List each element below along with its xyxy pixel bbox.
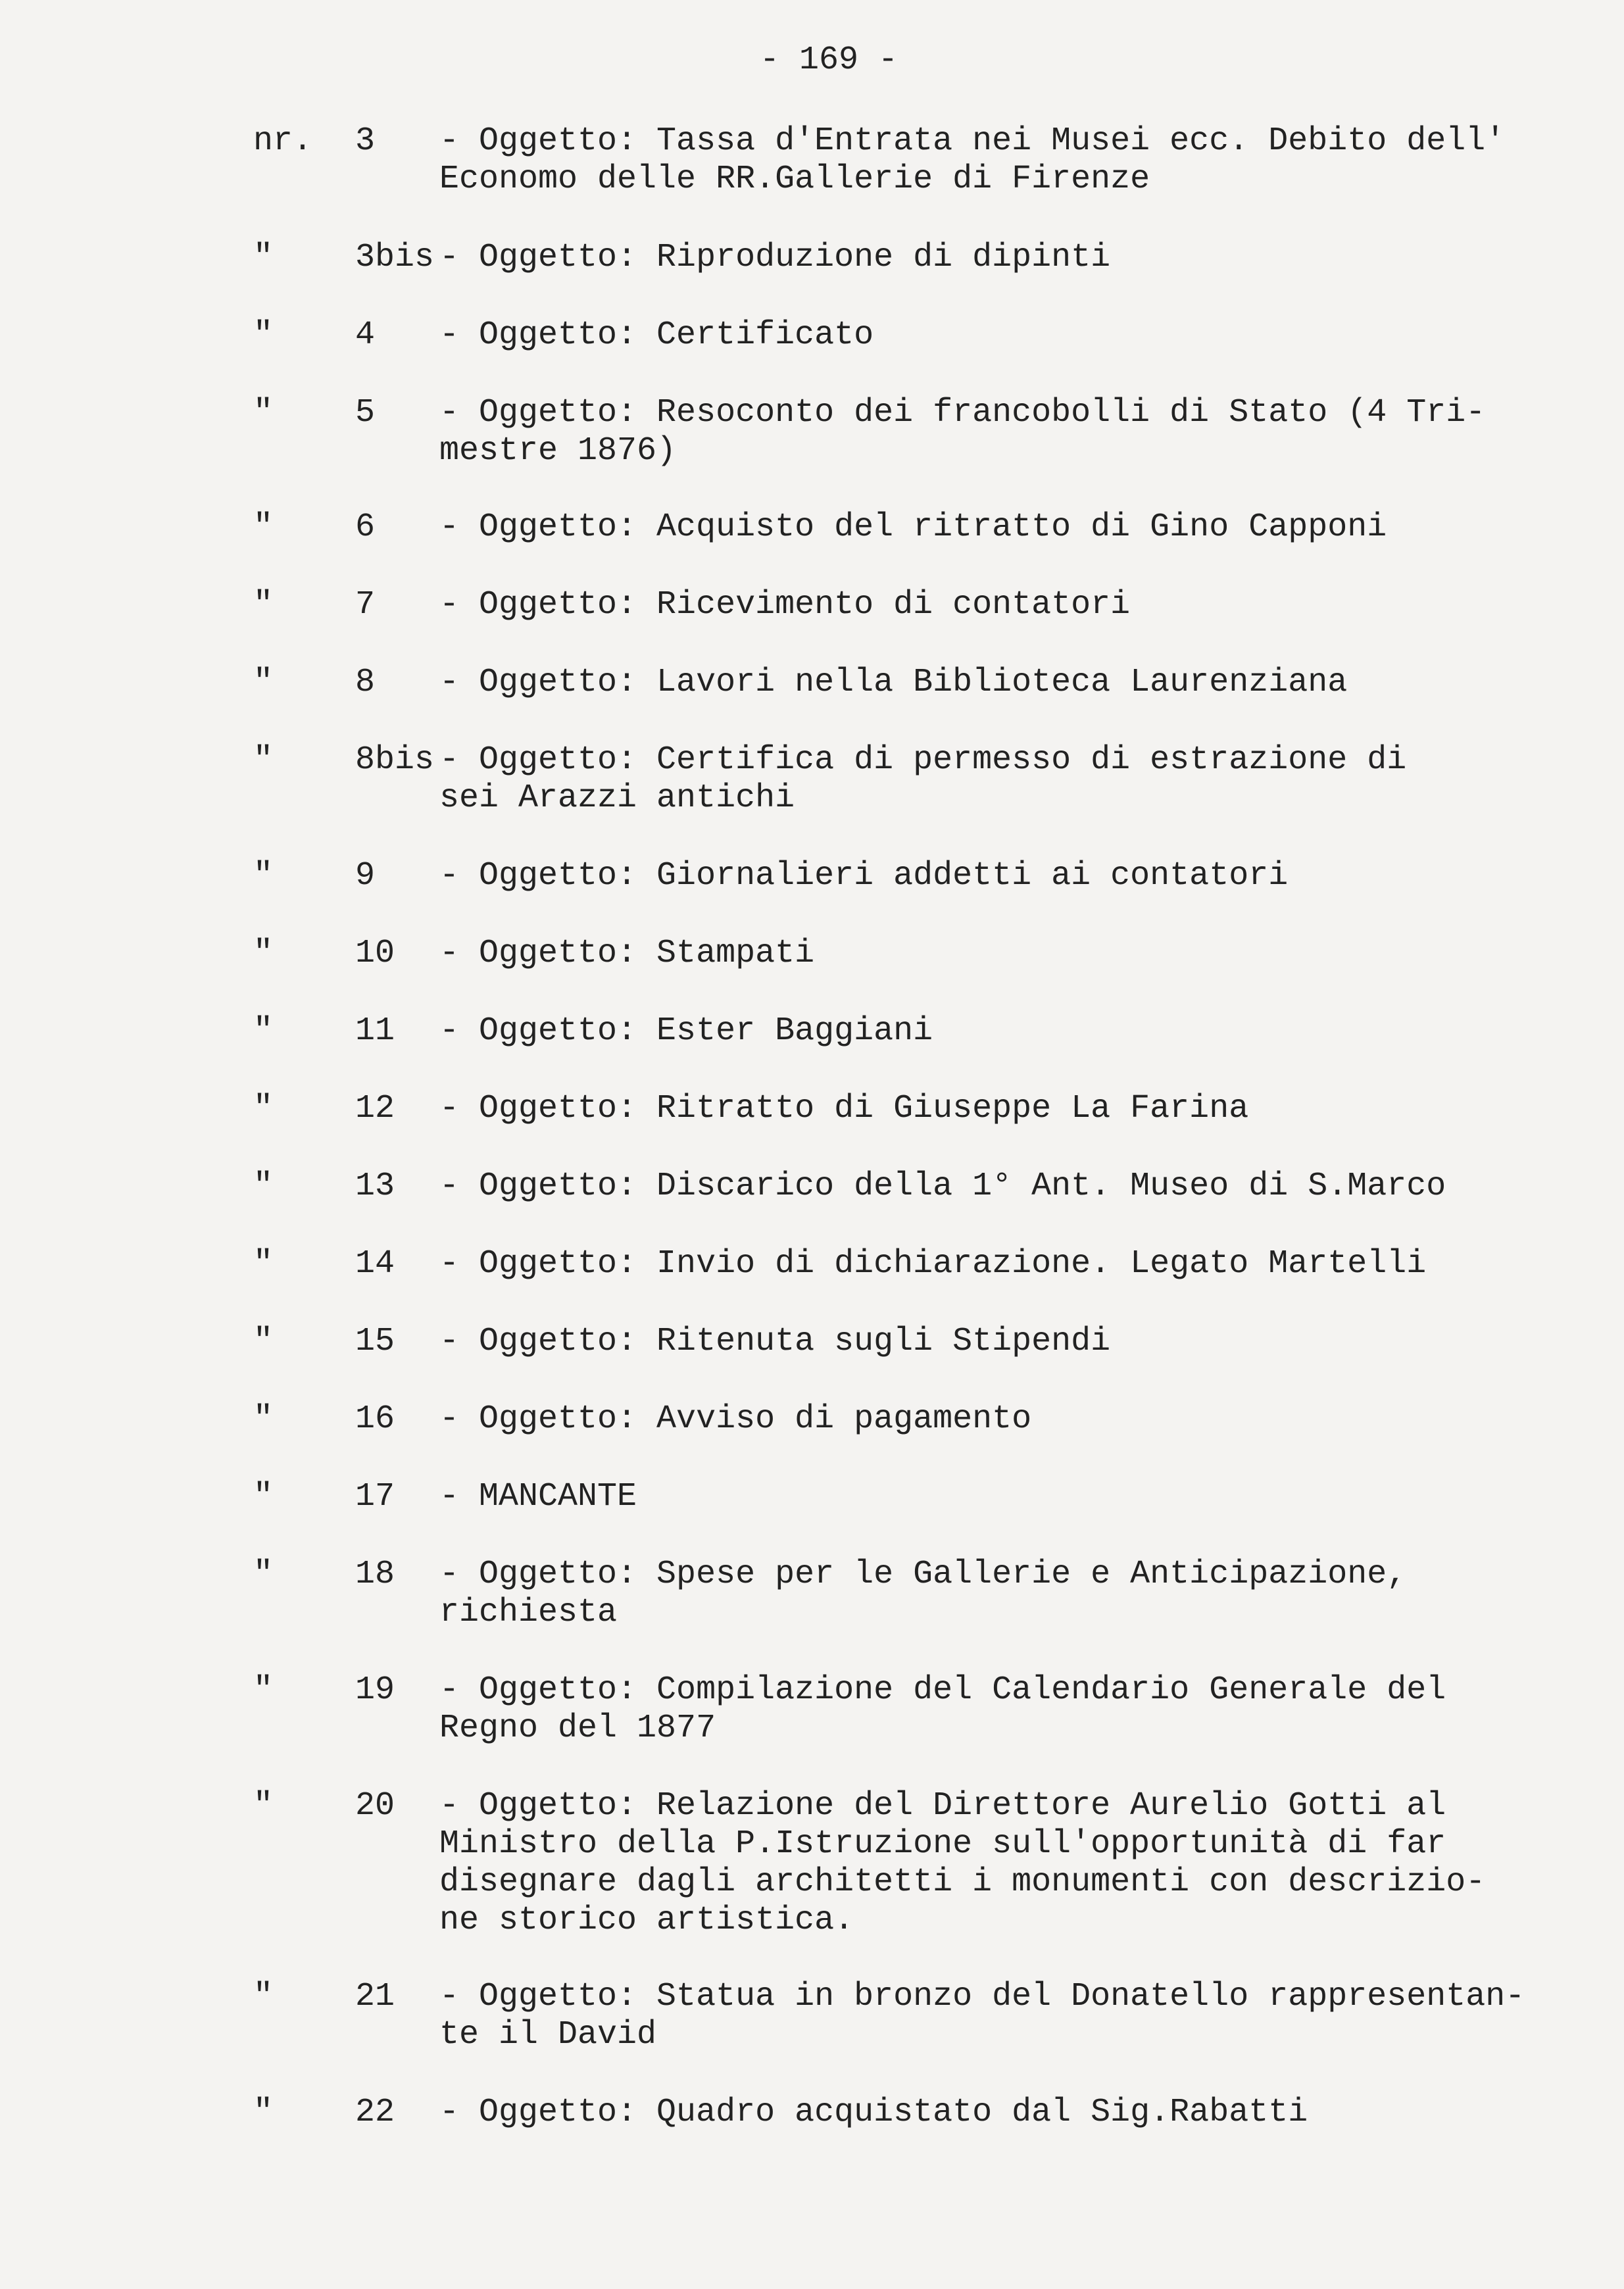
entry-text-line: - Oggetto: Quadro acquistato dal Sig.Rabatti bbox=[439, 2094, 1308, 2131]
entry-text-line: - Oggetto: Compilazione del Calendario Generale del bbox=[439, 1671, 1446, 1709]
entry-text-line: - Oggetto: Stampati bbox=[439, 935, 815, 972]
entry-text-line: - Oggetto: Avviso di pagamento bbox=[439, 1400, 1032, 1438]
entry-number: 14 bbox=[355, 1245, 395, 1283]
entry-prefix: " bbox=[253, 2094, 274, 2131]
entry-prefix: nr. bbox=[253, 122, 313, 160]
entry-prefix: " bbox=[253, 1245, 274, 1283]
entry-prefix: " bbox=[253, 1323, 274, 1360]
entry-number: 15 bbox=[355, 1323, 395, 1360]
entry-text-line: - Oggetto: Lavori nella Biblioteca Laurenziana bbox=[439, 664, 1348, 701]
entry-number: 6 bbox=[355, 508, 376, 546]
entry-number: 13 bbox=[355, 1168, 395, 1205]
entry-text-continuation: mestre 1876) bbox=[439, 432, 677, 470]
entry-text-line: - Oggetto: Certifica di permesso di estrazione di bbox=[439, 741, 1407, 779]
entry-text-line: - Oggetto: Statua in bronzo del Donatello rappresentan- bbox=[439, 1978, 1525, 2015]
entry-text-continuation: te il David bbox=[439, 2016, 657, 2054]
entry-number: 8bis bbox=[355, 741, 435, 779]
entry-text-line: - Oggetto: Riproduzione di dipinti bbox=[439, 239, 1111, 276]
entry-text-line: - Oggetto: Ritratto di Giuseppe La Farina bbox=[439, 1090, 1249, 1127]
entry-text-line: - Oggetto: Giornalieri addetti ai contatori bbox=[439, 857, 1289, 895]
entry-text-continuation: Economo delle RR.Gallerie di Firenze bbox=[439, 160, 1150, 198]
entry-text-line: - Oggetto: Acquisto del ritratto di Gino Capponi bbox=[439, 508, 1387, 546]
entry-text-line: - Oggetto: Invio di dichiarazione. Legato Martelli bbox=[439, 1245, 1427, 1283]
entry-prefix: " bbox=[253, 1012, 274, 1050]
entry-prefix: " bbox=[253, 1787, 274, 1825]
entry-text-line: - Oggetto: Tassa d'Entrata nei Musei ecc. Debito dell' bbox=[439, 122, 1506, 160]
entry-number: 12 bbox=[355, 1090, 395, 1127]
entry-number: 9 bbox=[355, 857, 376, 895]
entry-number: 8 bbox=[355, 664, 376, 701]
entry-number: 18 bbox=[355, 1556, 395, 1593]
entry-prefix: " bbox=[253, 664, 274, 701]
entry-number: 19 bbox=[355, 1671, 395, 1709]
entry-text-line: - Oggetto: Resoconto dei francobolli di Stato (4 Tri- bbox=[439, 394, 1486, 431]
entry-prefix: " bbox=[253, 935, 274, 972]
entry-number: 10 bbox=[355, 935, 395, 972]
entry-text-continuation: Regno del 1877 bbox=[439, 1710, 716, 1747]
entry-prefix: " bbox=[253, 741, 274, 779]
entry-number: 5 bbox=[355, 394, 376, 431]
entry-prefix: " bbox=[253, 1671, 274, 1709]
page-number: - 169 - bbox=[759, 41, 898, 79]
entry-number: 11 bbox=[355, 1012, 395, 1050]
entry-prefix: " bbox=[253, 1478, 274, 1515]
entry-prefix: " bbox=[253, 394, 274, 431]
entry-number: 3 bbox=[355, 122, 376, 160]
entry-number: 20 bbox=[355, 1787, 395, 1825]
entry-text-line: - Oggetto: Certificato bbox=[439, 316, 874, 354]
entry-text-continuation: ne storico artistica. bbox=[439, 1902, 854, 1939]
entry-prefix: " bbox=[253, 586, 274, 624]
entry-prefix: " bbox=[253, 239, 274, 276]
entry-prefix: " bbox=[253, 1168, 274, 1205]
entry-text-continuation: Ministro della P.Istruzione sull'opportunità di far bbox=[439, 1825, 1446, 1863]
entry-text-line: - Oggetto: Discarico della 1° Ant. Museo di S.Marco bbox=[439, 1168, 1446, 1205]
entry-prefix: " bbox=[253, 316, 274, 354]
entry-prefix: " bbox=[253, 1556, 274, 1593]
entry-text-continuation: sei Arazzi antichi bbox=[439, 779, 795, 817]
entry-number: 16 bbox=[355, 1400, 395, 1438]
entry-text-line: - Oggetto: Relazione del Direttore Aurelio Gotti al bbox=[439, 1787, 1446, 1825]
entry-prefix: " bbox=[253, 1400, 274, 1438]
entry-text-line: - Oggetto: Spese per le Gallerie e Anticipazione, bbox=[439, 1556, 1407, 1593]
entry-prefix: " bbox=[253, 857, 274, 895]
entry-number: 21 bbox=[355, 1978, 395, 2015]
entry-number: 22 bbox=[355, 2094, 395, 2131]
entry-text-line: - Oggetto: Ricevimento di contatori bbox=[439, 586, 1131, 624]
entry-text-continuation: richiesta bbox=[439, 1594, 618, 1631]
entry-prefix: " bbox=[253, 1978, 274, 2015]
entry-text-line: - Oggetto: Ritenuta sugli Stipendi bbox=[439, 1323, 1111, 1360]
entry-text-continuation: disegnare dagli architetti i monumenti con descrizio- bbox=[439, 1863, 1486, 1901]
entry-number: 17 bbox=[355, 1478, 395, 1515]
entry-prefix: " bbox=[253, 508, 274, 546]
entry-text-line: - MANCANTE bbox=[439, 1478, 637, 1515]
entry-text-line: - Oggetto: Ester Baggiani bbox=[439, 1012, 933, 1050]
entry-number: 7 bbox=[355, 586, 376, 624]
entry-number: 4 bbox=[355, 316, 376, 354]
entry-prefix: " bbox=[253, 1090, 274, 1127]
entry-number: 3bis bbox=[355, 239, 435, 276]
